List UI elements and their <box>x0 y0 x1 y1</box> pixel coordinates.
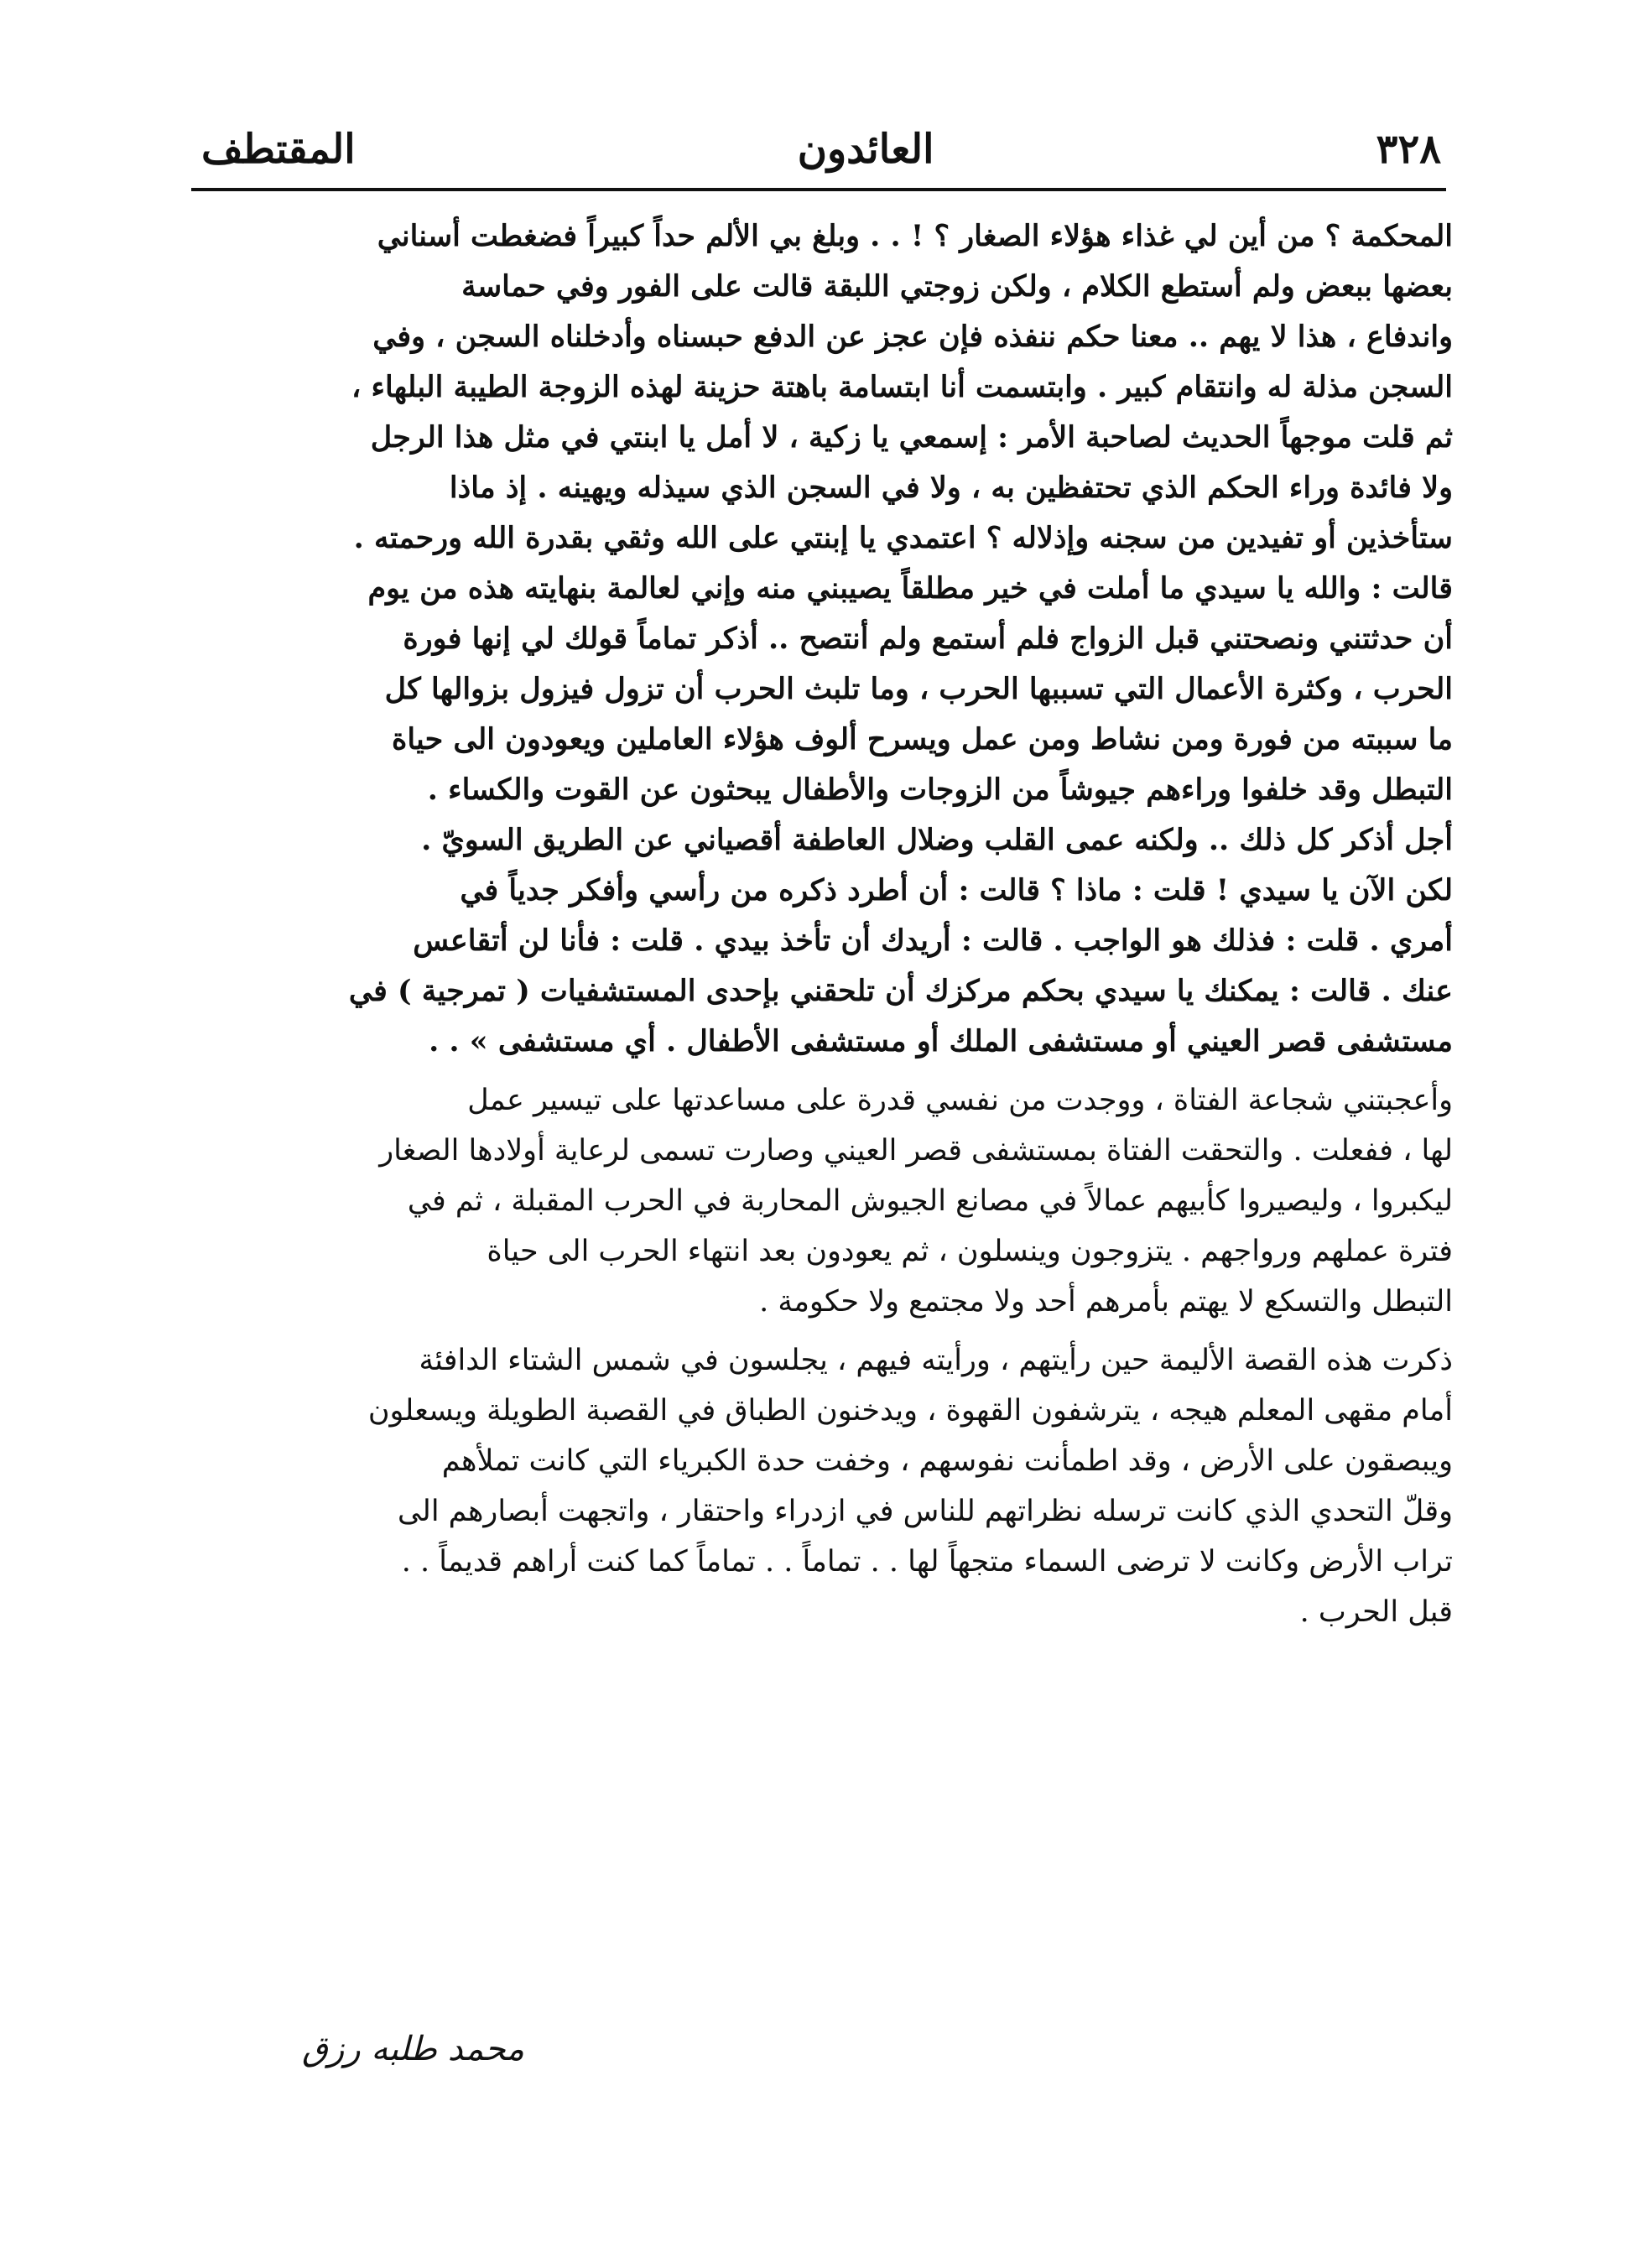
page-number: ٣٢٨ <box>1376 126 1441 173</box>
article-body <box>178 211 1453 1646</box>
journal-name: المقتطف <box>201 126 356 173</box>
paragraph-2: وأعجبتني شجاعة الفتاة ، ووجدت من نفسي قدرة على مساعدتها على تيسير عمل لها ، ففعلت . والتحقت الفتاة بمستشفى قصر العيني وصارت تسمى لرعاية أولادها الصغار ليكبروا ، وليصيروا كأبيهم عمالاً في مصانع الجيوش المحاربة في الحرب المقبلة ، ثم في فترة عملهم ورواجهم . يتزوجون وينسلون ، ثم يعودون بعد انتهاء الحرب الى حياة التبطل والتسكع لا يهتم بأمرهم أحد ولا مجتمع ولا حكومة . <box>379 1084 1453 1319</box>
author-signature: محمد طلبه رزق <box>302 2030 525 2068</box>
article-title: العائدون <box>797 126 934 173</box>
page-header <box>201 116 1441 183</box>
header-rule <box>191 188 1446 191</box>
paragraph-1: المحكمة ؟ من أين لي غذاء هؤلاء الصغار ؟ ! . . وبلغ بي الألم حداً كبيراً فضغطت أسناني بعضها ببعض ولم أستطع الكلام ، ولكن زوجتي اللبقة قالت على الفور وفي حماسة واندفاع ، هذا لا يهم .. معنا حكم ننفذه فإن عجز عن الدفع حبسناه وأدخلناه السجن ، وفي السجن مذلة له وانتقام كبير . وابتسمت أنا ابتسامة باهتة حزينة لهذه الزوجة الطيبة البلهاء ، ثم قلت موجهاً الحديث لصاحبة الأمر : إسمعي يا زكية ، لا أمل يا ابنتي في مثل هذا الرجل ولا فائدة وراء الحكم الذي تحتفظين به ، ولا في السجن الذي سيذله ويهينه . إذ ماذا ستأخذين أو تفيدين من سجنه وإذلاله ؟ اعتمدي يا إبنتي على الله وثقي بقدرة الله ورحمته . قالت : والله يا سيدي ما أملت في خير مطلقاً يصيبني منه وإني لعالمة بنهايته هذه من يوم أن حدثتني ونصحتني قبل الزواج فلم أستمع ولم أنتصح .. أذكر تماماً قولك لي إنها فورة الحرب ، وكثرة الأعمال التي تسببها الحرب ، وما تلبث الحرب أن تزول فيزول بزوالها كل ما سببته من فورة ومن نشاط ومن عمل ويسرح ألوف هؤلاء العاملين ويعودون الى حياة التبطل وقد خلفوا وراءهم جيوشاً من الزوجات والأطفال يبحثون عن القوت والكساء . أجل أذكر كل ذلك .. ولكنه عمى القلب وضلال العاطفة أقصياني عن الطريق السويّ . لكن الآن يا سيدي ! قلت : ماذا ؟ قالت : أن أطرد ذكره من رأسي وأفكر جدياً في أمري . قلت : فذلك هو الواجب . قالت : أريدك أن تأخذ بيدي . قلت : فأنا لن أتقاعس عنك . قالت : يمكنك يا سيدي بحكم مركزك أن تلحقني بإحدى المستشفيات ( تمرجية ) في مستشفى قصر العيني أو مستشفى الملك أو مستشفى الأطفال . أي مستشفى » . . <box>348 219 1453 1059</box>
paragraph-3: ذكرت هذه القصة الأليمة حين رأيتهم ، ورأيته فيهم ، يجلسون في شمس الشتاء الدافئة أمام مقهى المعلم هيجه ، يترشفون القهوة ، ويدخنون الطباق في القصبة الطويلة ويسعلون ويبصقون على الأرض ، وقد اطمأنت نفوسهم ، وخفت حدة الكبرياء التي كانت تملأهم وقلّ التحدي الذي كانت ترسله نظراتهم للناس في ازدراء واحتقار ، واتجهت أبصارهم الى تراب الأرض وكانت لا ترضى السماء متجهاً لها . . تماماً . . تماماً كما كنت أراهم قديماً . . قبل الحرب . <box>367 1344 1453 1629</box>
